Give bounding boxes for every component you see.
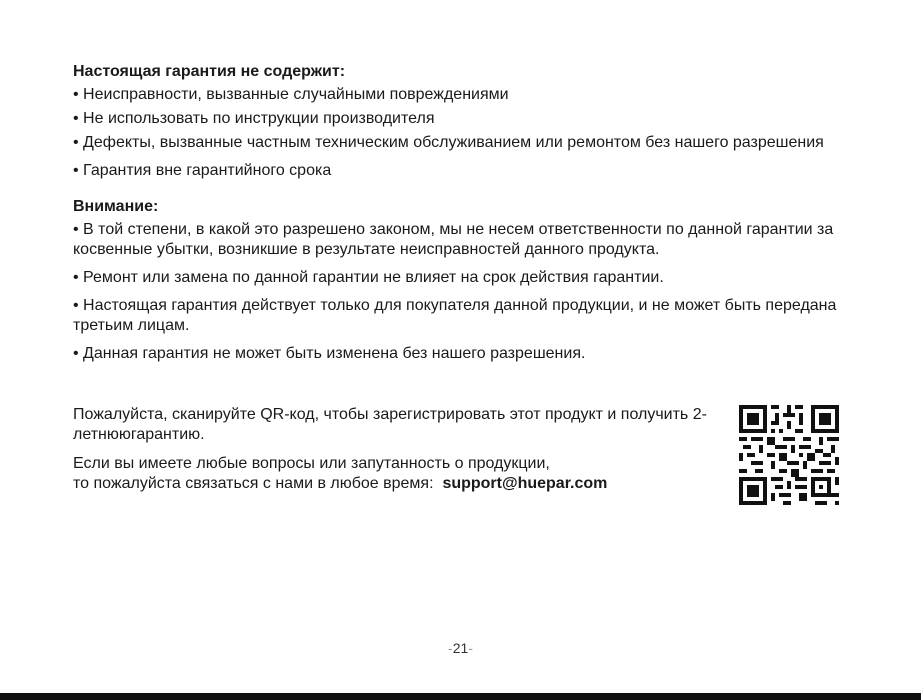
page-number-value: 21	[452, 640, 469, 656]
questions-line-2: то пожалуйста связаться с нами в любое время:	[73, 475, 434, 492]
attention-section	[73, 197, 863, 364]
exclusion-item: • Гарантия вне гарантийного срока	[73, 162, 332, 179]
registration-contact	[73, 405, 713, 503]
support-email-link[interactable]: support@huepar.com	[442, 475, 608, 492]
questions-text	[73, 454, 713, 494]
exclusion-item: • Не использовать по инструкции производителя	[73, 110, 435, 127]
page-number: -21-	[448, 640, 473, 656]
exclusion-item: • Дефекты, вызванные частным техническим обслуживанием или ремонтом без нашего разрешения	[73, 134, 824, 151]
scan-qr-text: Пожалуйста, сканируйте QR-код, чтобы зарегистрировать этот продукт и получить 2-летнююгарантию.	[73, 406, 707, 443]
attention-item: • Данная гарантия не может быть изменена без нашего разрешения.	[73, 345, 586, 362]
attention-item: • В той степени, в какой это разрешено законом, мы не несем ответственности по данной гарантии за косвенные убытки, возникшие в результате неисправностей данного продукта.	[73, 221, 834, 258]
bottom-rule	[0, 693, 921, 700]
attention-item: • Ремонт или замена по данной гарантии не влияет на срок действия гарантии.	[73, 269, 664, 286]
exclusions-section	[73, 62, 863, 181]
warranty-content	[73, 62, 863, 372]
exclusions-heading: Настоящая гарантия не содержит:	[73, 63, 346, 80]
exclusion-item: • Неисправности, вызванные случайными повреждениями	[73, 86, 509, 103]
attention-heading: Внимание:	[73, 198, 159, 215]
qr-code-icon[interactable]	[739, 405, 839, 505]
questions-line-1: Если вы имеете любые вопросы или запутанность о продукции,	[73, 455, 550, 472]
attention-item: • Настоящая гарантия действует только для покупателя данной продукции, и не может быть передана третьим лицам.	[73, 297, 837, 334]
